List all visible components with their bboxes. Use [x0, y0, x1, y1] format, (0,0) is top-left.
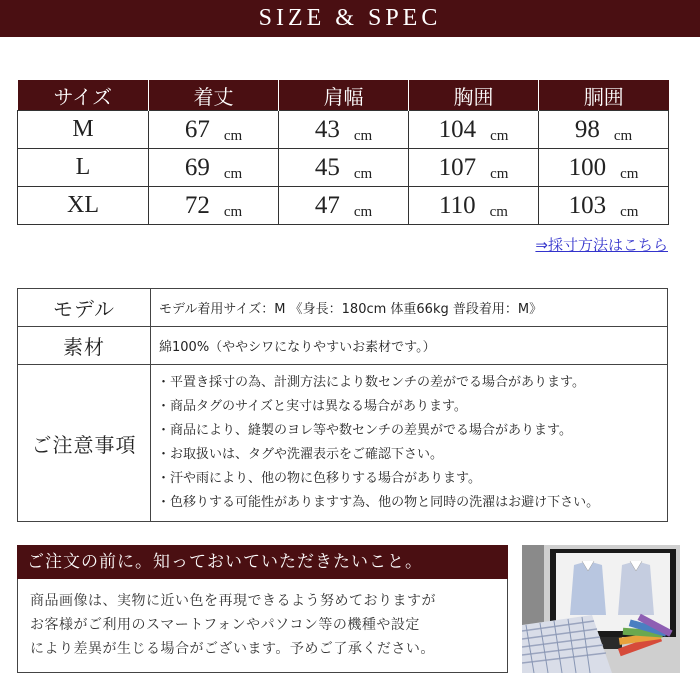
value-number: 67	[184, 115, 210, 143]
value-cell	[409, 149, 539, 187]
header-cell: 胸囲	[409, 80, 539, 111]
size-cell: L	[18, 149, 149, 187]
table-row	[18, 289, 668, 327]
size-cell: XL	[18, 187, 149, 225]
caution-list	[151, 365, 667, 521]
unit-label: cm	[353, 165, 373, 182]
notice-line: 商品画像は、実物に近い色を再現できるよう努めておりますが	[30, 593, 436, 609]
value-cell	[409, 187, 539, 225]
table-row	[18, 187, 669, 225]
unit-label: cm	[620, 203, 639, 220]
value-number: 69	[184, 153, 210, 181]
monitor-color-photo	[522, 545, 680, 673]
monitor-photo-illustration	[522, 545, 680, 673]
list-item: ・汗や雨により、他の物に色移りする場合があります。	[157, 471, 481, 486]
unit-label: cm	[223, 165, 243, 182]
unit-label: cm	[613, 127, 633, 144]
material-value: 綿100%（ややシワになりやすいお素材です。）	[151, 327, 668, 365]
table-row	[18, 327, 668, 365]
material-label: 素材	[18, 327, 151, 365]
header-cell: サイズ	[18, 80, 149, 111]
unit-label: cm	[223, 127, 243, 144]
model-label: モデル	[18, 289, 151, 327]
list-item: ・お取扱いは、タグや洗濯表示をご確認下さい。	[157, 447, 444, 462]
value-number: 110	[439, 191, 476, 219]
value-cell	[279, 187, 409, 225]
value-cell	[539, 149, 669, 187]
notice-title-bar	[17, 545, 508, 579]
value-number: 103	[568, 191, 607, 219]
unit-label: cm	[223, 203, 243, 220]
caution-cell	[151, 365, 668, 522]
value-number: 107	[438, 153, 477, 181]
page-header	[0, 0, 700, 37]
value-number: 47	[314, 191, 340, 219]
notice-text	[30, 589, 436, 661]
unit-label: cm	[353, 203, 373, 220]
measure-method-link[interactable]: ⇒採寸方法はこちら	[535, 236, 668, 254]
value-number: 72	[184, 191, 210, 219]
spec-table	[17, 288, 668, 522]
list-item: ・平置き採寸の為、計測方法により数センチの差がでる場合があります。	[157, 375, 585, 390]
value-number: 98	[574, 115, 600, 143]
value-cell	[149, 149, 279, 187]
value-number: 104	[438, 115, 477, 143]
value-number: 43	[314, 115, 340, 143]
table-row	[18, 111, 669, 149]
value-number: 100	[568, 153, 607, 181]
size-cell: M	[18, 111, 149, 149]
size-table	[17, 80, 669, 225]
unit-label: cm	[490, 165, 509, 182]
header-title: SIZE & SPEC	[258, 5, 442, 31]
notice-line: お客様がご利用のスマートフォンやパソコン等の機種や設定	[30, 617, 420, 633]
header-cell: 胴囲	[539, 80, 669, 111]
value-number: 45	[314, 153, 340, 181]
unit-label: cm	[490, 127, 509, 144]
notice-title: ご注文の前に。知っておいていただきたいこと。	[27, 552, 423, 572]
table-row	[18, 149, 669, 187]
value-cell	[279, 111, 409, 149]
header-cell: 着丈	[149, 80, 279, 111]
header-cell: 肩幅	[279, 80, 409, 111]
unit-label: cm	[489, 203, 508, 220]
table-row	[18, 365, 668, 522]
caution-label: ご注意事項	[18, 365, 151, 522]
notice-line: により差異が生じる場合がございます。予めご了承ください。	[30, 641, 435, 657]
unit-label: cm	[353, 127, 373, 144]
size-table-header-row	[18, 80, 669, 111]
notice-box	[17, 579, 508, 673]
value-cell	[539, 187, 669, 225]
value-cell	[409, 111, 539, 149]
value-cell	[539, 111, 669, 149]
value-cell	[149, 187, 279, 225]
unit-label: cm	[620, 165, 639, 182]
value-cell	[149, 111, 279, 149]
list-item: ・商品により、縫製のヨレ等や数センチの差異がでる場合があります。	[157, 423, 572, 438]
value-cell	[279, 149, 409, 187]
list-item: ・色移りする可能性がありますす為、他の物と同時の洗濯はお避け下さい。	[157, 495, 600, 510]
list-item: ・商品タグのサイズと実寸は異なる場合があります。	[157, 399, 467, 414]
model-value: モデル着用サイズ：M 《身長：180cm 体重66kg 普段着用：M》	[151, 289, 668, 327]
